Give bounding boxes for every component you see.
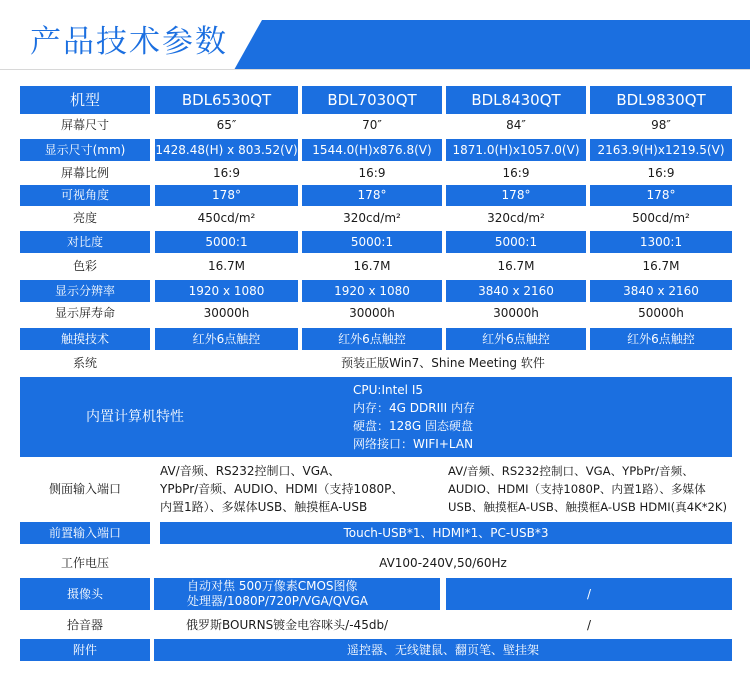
spec-value: 320cd/m² <box>487 211 545 225</box>
camera-left <box>154 578 440 610</box>
model-name-2: BDL7030QT <box>302 86 442 114</box>
front-ports-value: Touch-USB*1、HDMI*1、PC-USB*3 <box>160 522 732 544</box>
camera-line: 自动对焦 500万像素CMOS图像 <box>187 579 358 593</box>
spec-value: 16.7M <box>497 259 535 273</box>
front-ports-label: 前置输入端口 <box>20 522 150 544</box>
spec-label: 亮度 <box>72 211 97 225</box>
spec-value: 16:9 <box>502 165 530 180</box>
computer-specs <box>353 379 653 455</box>
side-ports-line: 内置1路）、多媒体USB、触摸框A-USB <box>160 500 368 514</box>
side-ports-line: AV/音频、RS232控制口、VGA、YPbPr/音频、 <box>448 464 694 478</box>
spec-label: 屏幕尺寸 <box>60 117 109 132</box>
computer-spec-line: 硬盘：128G 固态硬盘 <box>353 419 474 433</box>
spec-value: 红外6点触控 <box>302 328 442 350</box>
computer-spec-line: 内存：4G DDRIII 内存 <box>353 401 475 415</box>
spec-label: 显示尺寸(mm) <box>20 139 150 161</box>
spec-value: 16:9 <box>213 165 240 180</box>
spec-label: 对比度 <box>20 231 150 253</box>
accessories-value: 遥控器、无线键鼠、翻页笔、壁挂架 <box>154 639 732 661</box>
spec-value: 178° <box>590 185 732 206</box>
spec-value: 500cd/m² <box>632 211 690 225</box>
computer-label: 内置计算机特性 <box>86 408 184 425</box>
spec-label: 显示屏寿命 <box>54 306 115 320</box>
voltage-label: 工作电压 <box>60 555 109 570</box>
model-name-3: BDL8430QT <box>446 86 586 114</box>
spec-value: 3840 x 2160 <box>590 280 732 302</box>
spec-value: 65″ <box>216 117 237 132</box>
side-ports-left <box>160 460 440 518</box>
header-divider <box>0 69 750 70</box>
model-name-4: BDL9830QT <box>590 86 732 114</box>
spec-value: 16:9 <box>358 165 386 180</box>
camera-label: 摄像头 <box>20 578 150 610</box>
computer-spec-line: CPU:Intel I5 <box>353 383 423 397</box>
mic-right: / <box>586 617 592 632</box>
side-ports-line: USB、触摸框A-USB、触摸框A-USB HDMI(真4K*2K) <box>448 500 728 514</box>
spec-value: 16.7M <box>207 259 246 273</box>
accessories-label: 附件 <box>20 639 150 661</box>
spec-value: 30000h <box>203 306 250 320</box>
spec-value: 30000h <box>493 306 539 320</box>
side-ports-line: AV/音频、RS232控制口、VGA、 <box>160 464 341 478</box>
spec-value: 1920 x 1080 <box>302 280 442 302</box>
spec-value: 1871.0(H)x1057.0(V) <box>446 139 586 161</box>
spec-value: 2163.9(H)x1219.5(V) <box>590 139 732 161</box>
model-name-1: BDL6530QT <box>155 86 298 114</box>
spec-value: 178° <box>302 185 442 206</box>
spec-value: 3840 x 2160 <box>446 280 586 302</box>
side-ports-line: AUDIO、HDMI（支持1080P、内置1路）、多媒体 <box>448 482 706 496</box>
spec-label: 触摸技术 <box>20 328 150 350</box>
spec-value: 红外6点触控 <box>446 328 586 350</box>
computer-spec-line: 网络接口：WIFI+LAN <box>353 437 474 451</box>
spec-label: 显示分辨率 <box>20 280 150 302</box>
spec-label: 色彩 <box>72 259 97 273</box>
model-header-label: 机型 <box>20 86 150 114</box>
spec-value: 450cd/m² <box>197 211 256 225</box>
spec-value: 178° <box>155 185 298 206</box>
camera-right: / <box>446 578 732 610</box>
spec-value: 16.7M <box>353 259 391 273</box>
spec-label: 可视角度 <box>20 185 150 206</box>
camera-line: 处理器/1080P/720P/VGA/QVGA <box>187 594 368 608</box>
page-title: 产品技术参数 <box>30 24 228 60</box>
spec-value: 1544.0(H)x876.8(V) <box>302 139 442 161</box>
system-value: 预装正版Win7、Shine Meeting 软件 <box>341 355 545 370</box>
spec-value: 5000:1 <box>155 231 298 253</box>
spec-value: 5000:1 <box>446 231 586 253</box>
spec-label: 屏幕比例 <box>60 165 109 180</box>
spec-value: 178° <box>446 185 586 206</box>
spec-value: 70″ <box>362 117 382 132</box>
spec-value: 1428.48(H) x 803.52(V) <box>155 139 298 161</box>
spec-value: 30000h <box>349 306 395 320</box>
spec-value: 84″ <box>506 117 526 132</box>
spec-value: 16:9 <box>647 165 675 180</box>
voltage-value: AV100-240V,50/60Hz <box>379 555 507 570</box>
system-label: 系统 <box>72 355 97 370</box>
side-ports-line: YPbPr/音频、AUDIO、HDMI（支持1080P、 <box>160 482 404 496</box>
mic-label: 拾音器 <box>66 617 103 632</box>
spec-value: 1920 x 1080 <box>155 280 298 302</box>
side-ports-label: 侧面输入端口 <box>48 481 121 496</box>
spec-value: 1300:1 <box>590 231 732 253</box>
spec-value: 16.7M <box>642 259 680 273</box>
spec-value: 50000h <box>638 306 684 320</box>
side-ports-right <box>448 460 744 518</box>
mic-left: 俄罗斯BOURNS镀金电容咪头/-45db/ <box>186 617 389 632</box>
spec-value: 320cd/m² <box>343 211 401 225</box>
spec-value: 红外6点触控 <box>590 328 732 350</box>
spec-value: 98″ <box>651 117 671 132</box>
spec-value: 红外6点触控 <box>155 328 298 350</box>
header-banner <box>234 20 750 70</box>
spec-value: 5000:1 <box>302 231 442 253</box>
